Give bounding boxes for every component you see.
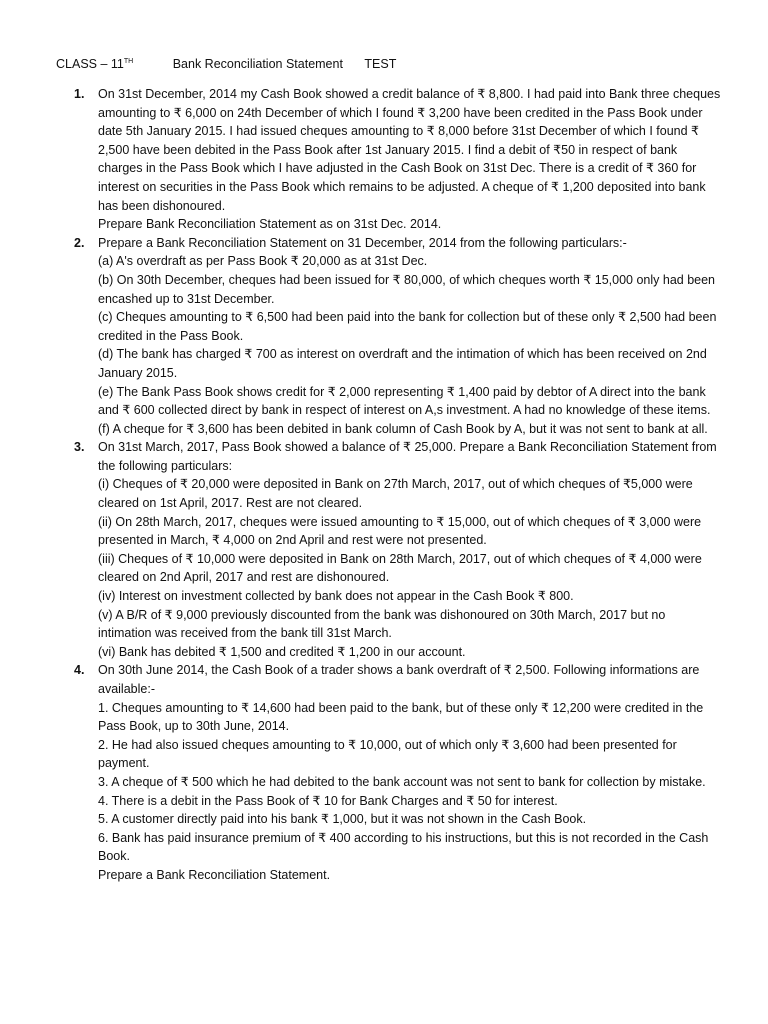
question-paragraph: Prepare a Bank Reconciliation Statement.: [98, 867, 331, 882]
question-paragraph: (e) The Bank Pass Book shows credit for ₹ 2,000 representing ₹ 1,400 paid by debtor of A direct into the bank and ₹ 600 collected direct by bank in respect of interest on A,s investment. A had no knowledge of these items.: [98, 384, 711, 418]
question-paragraph: (iii) Cheques of ₹ 10,000 were deposited in Bank on 28th March, 2017, out of which cheques of ₹ 4,000 were cleared on 2nd April, 2017 and rest are dishonoured.: [98, 551, 702, 585]
question-paragraph: On 31st December, 2014 my Cash Book showed a credit balance of ₹ 8,800. I had paid into Bank three cheques amounting to ₹ 6,000 on 24th December of which I found ₹ 3,200 have been credited in the Pass Book under date 5th January 2015. I had issued cheques amounting to ₹ 8,000 before 31st December of which I found ₹ 2,500 have been debited in the Pass Book after 1st January 2015. I find a debit of ₹50 in respect of bank charges in the Pass Book which I have adjusted in the Cash Book on 31st Dec. There is a credit of ₹ 360 for interest on securities in the Pass Book which remains to be adjusted. A cheque of ₹ 1,200 deposited into bank has been dishonoured.: [98, 87, 721, 213]
question-paragraph: Prepare a Bank Reconciliation Statement on 31 December, 2014 from the following particulars:-: [98, 235, 627, 250]
test-header: [56, 57, 396, 71]
class-superscript: TH: [123, 57, 134, 65]
question-number: 2.: [74, 235, 85, 250]
question-number: 1.: [74, 87, 85, 101]
question-paragraph: (f) A cheque for ₹ 3,600 has been debited in bank column of Cash Book by A, but it was not sent to bank at all.: [98, 421, 708, 436]
question-paragraph: 2. He had also issued cheques amounting to ₹ 10,000, out of which only ₹ 3,600 had been presented for payment.: [98, 737, 677, 771]
question-number: 3.: [74, 440, 85, 455]
question-paragraph: Prepare Bank Reconciliation Statement as on 31st Dec. 2014.: [98, 217, 442, 232]
question-paragraph: (c) Cheques amounting to ₹ 6,500 had been paid into the bank for collection but of these only ₹ 2,500 had been credited in the Pass Book.: [98, 310, 717, 343]
class-text: CLASS – 11: [56, 57, 124, 71]
question-paragraph: 1. Cheques amounting to ₹ 14,600 had been paid to the bank, but of these only ₹ 12,200 were credited in the Pass Book, up to 30th June, 2014.: [98, 700, 704, 734]
question-paragraph: 6. Bank has paid insurance premium of ₹ 400 according to his instructions, but this is not recorded in the Cash Book.: [98, 830, 709, 864]
question-paragraph: (ii) On 28th March, 2017, cheques were issued amounting to ₹ 15,000, out of which cheques of ₹ 3,000 were presented in March, ₹ 4,000 on 2nd April and rest were not presented.: [98, 514, 702, 548]
question-item: [62, 234, 722, 439]
document-title: Bank Reconciliation Statement: [172, 57, 343, 71]
question-paragraph: (iv) Interest on investment collected by bank does not appear in the Cash Book ₹ 800.: [98, 589, 574, 604]
question-paragraph: 5. A customer directly paid into his bank ₹ 1,000, but it was not shown in the Cash Book.: [98, 812, 587, 827]
question-paragraph: On 31st March, 2017, Pass Book showed a balance of ₹ 25,000. Prepare a Bank Reconciliation Statement from the following particulars:: [98, 440, 717, 473]
question-list: [62, 85, 722, 885]
class-label: [56, 57, 133, 71]
question-paragraph: On 30th June 2014, the Cash Book of a trader shows a bank overdraft of ₹ 2,500. Following informations are available:-: [98, 663, 700, 696]
question-paragraph: (vi) Bank has debited ₹ 1,500 and credited ₹ 1,200 in our account.: [98, 644, 466, 659]
question-item: [62, 85, 722, 234]
question-paragraph: 3. A cheque of ₹ 500 which he had debited to the bank account was not sent to bank for collection by mistake.: [98, 774, 706, 789]
question-item: [62, 661, 722, 884]
question-item: [62, 438, 722, 661]
question-paragraph: (v) A B/R of ₹ 9,000 previously discounted from the bank was dishonoured on 30th March, 2017 but no intimation was received from the bank till 31st March.: [98, 607, 666, 641]
question-paragraph: (b) On 30th December, cheques had been issued for ₹ 80,000, of which cheques worth ₹ 15,000 only had been encashed up to 31st December.: [98, 272, 715, 306]
question-paragraph: (a) A's overdraft as per Pass Book ₹ 20,000 as at 31st Dec.: [98, 254, 428, 269]
test-label: TEST: [364, 57, 397, 71]
question-number: 4.: [74, 663, 85, 678]
question-paragraph: (d) The bank has charged ₹ 700 as interest on overdraft and the intimation of which has been received on 2nd January 2015.: [98, 347, 707, 380]
question-paragraph: (i) Cheques of ₹ 20,000 were deposited in Bank on 27th March, 2017, out of which cheques of ₹5,000 were cleared on 1st April, 2017. Rest are not cleared.: [98, 477, 693, 511]
question-paragraph: 4. There is a debit in the Pass Book of ₹ 10 for Bank Charges and ₹ 50 for interest.: [98, 793, 558, 808]
